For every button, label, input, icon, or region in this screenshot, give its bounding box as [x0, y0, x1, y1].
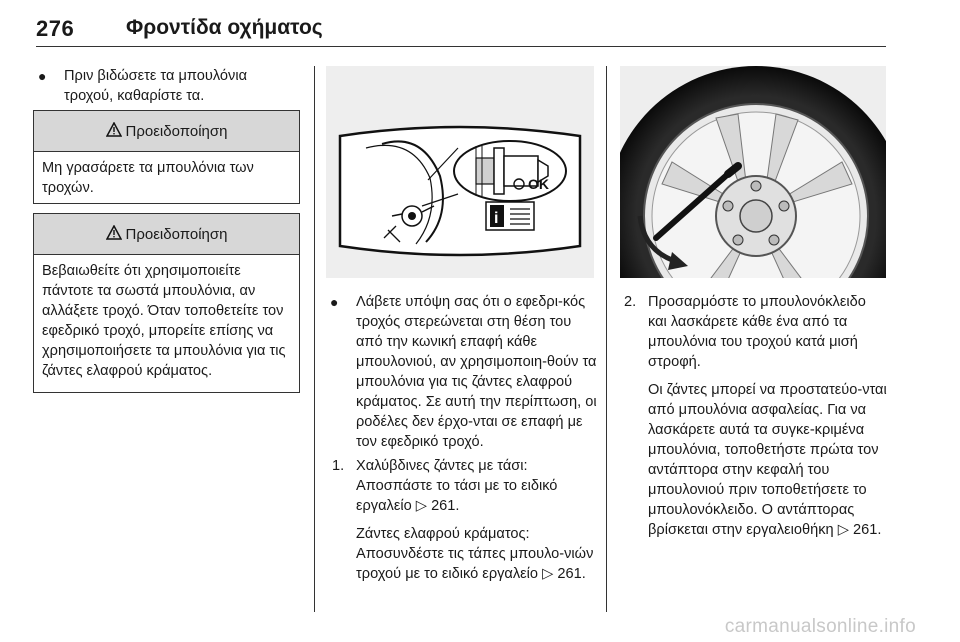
- wheel-bolt-illustration: [326, 66, 594, 278]
- warning-title: Προειδοποίηση: [125, 225, 228, 243]
- step-1-para-2-text: Ζάντες ελαφρού κράματος: Αποσυνδέστε τις τάπες μπουλο-νιών τροχού με το ειδικό εργαλείο: [356, 526, 594, 582]
- page-ref[interactable]: 261.: [431, 498, 460, 514]
- info-book-icon: [486, 202, 534, 230]
- warning-triangle-icon: [106, 122, 122, 141]
- ref-arrow-icon: ▷: [542, 566, 554, 582]
- info-label: i: [494, 210, 499, 227]
- step-1-para-1-text: Χαλύβδινες ζάντες με τάσι: Αποσπάστε το τάσι με το ειδικό εργαλείο: [356, 458, 558, 514]
- bullet-text: Πριν βιδώσετε τα μπουλόνια τροχού, καθαρίστε τα.: [64, 68, 248, 104]
- warning-text: Μη γρασάρετε τα μπουλόνια των τροχών.: [42, 160, 254, 196]
- ref-arrow-icon: ▷: [415, 498, 427, 514]
- wheel-wrench-illustration: [620, 66, 886, 278]
- figure-wheel-wrench: [620, 66, 886, 278]
- step-2-para-2-text: Οι ζάντες μπορεί να προστατεύο-νται από μπουλόνια ασφαλείας. Για να λασκάρετε αυτά τα συγκε-κριμένα μπουλόνια, τοποθετήστε πρώτα τον αντάπτορα στην κεφαλή του μπουλονιού πριν τοποθετήσετε το μπουλονόκλειδο. Ο αντάπτορας βρίσκεται στην εργαλειοθήκη: [648, 382, 887, 538]
- page-number: 276: [36, 16, 75, 41]
- header-divider: [36, 46, 886, 47]
- bullet-spare-wheel: [330, 292, 600, 452]
- step-2: [624, 292, 888, 538]
- bullet-clean-bolts: [38, 66, 300, 110]
- step-number: 1.: [332, 458, 345, 474]
- page-header: [36, 14, 886, 44]
- warning-title: Προειδοποίηση: [125, 122, 228, 140]
- warning-triangle-icon: [106, 225, 122, 244]
- bullet-icon: ●: [330, 294, 339, 310]
- page-ref[interactable]: 261.: [557, 566, 586, 582]
- page-title: Φροντίδα οχήματος: [126, 16, 323, 39]
- figure-bolt-info: [326, 66, 594, 278]
- bullet-text: Λάβετε υπόψη σας ότι ο εφεδρι-κός τροχός στερεώνεται στη θέση του από την κωνική επαφή κάθε μπουλονιού, αν χρησιμοποιη-θούν τα μπουλόνια για τις ζάντες ελαφρού κράματος. Σε αυτή την περίπτωση, οι ροδέλες δεν έρχο-νται σε επαφή με τον εφεδρικό τροχό.: [356, 294, 597, 450]
- column-divider-right: [606, 66, 607, 612]
- step-1-body: [356, 456, 603, 584]
- step-1-para-2: [356, 524, 603, 584]
- step-2-para-1: Προσαρμόστε το μπουλονόκλειδο και λασκάρετε κάθε ένα από τα μπουλόνια του τροχού κατά μισή στροφή.: [648, 294, 866, 370]
- warning-header: [34, 111, 299, 152]
- column-divider-left: [314, 66, 315, 612]
- bullet-icon: ●: [38, 68, 47, 84]
- page-ref[interactable]: 261.: [853, 522, 882, 538]
- warning-header: [34, 214, 299, 255]
- step-number: 2.: [624, 294, 637, 310]
- step-2-body: [648, 292, 888, 540]
- watermark: carmanualsonline.info: [724, 616, 916, 637]
- ref-arrow-icon: ▷: [837, 522, 849, 538]
- warning-box-grease: [33, 110, 300, 204]
- warning-box-correct-bolts: [33, 213, 300, 393]
- ok-label: OK: [528, 176, 549, 192]
- step-2-para-2: [648, 380, 888, 540]
- step-1: [332, 456, 602, 596]
- step-1-para-1: [356, 456, 603, 516]
- warning-text: Βεβαιωθείτε ότι χρησιμοποιείτε πάντοτε τα σωστά μπουλόνια, αν αλλάξετε τροχό. Όταν τοποθετείτε τον εφεδρικό τροχό, μπορείτε επίσης να χρησιμοποιήσετε τα μπουλόνια για τις ζάντες ελαφρού κράματος.: [42, 263, 286, 379]
